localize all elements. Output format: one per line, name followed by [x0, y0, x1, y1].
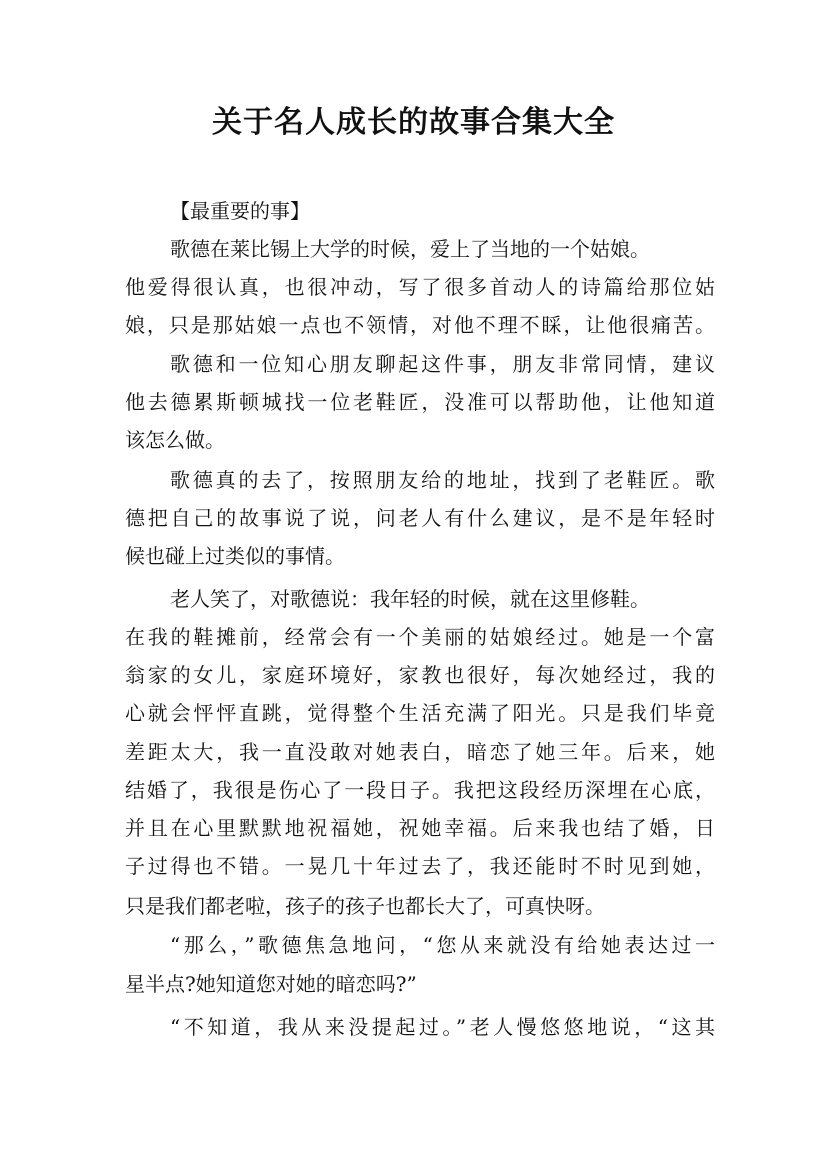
text-line: 结婚了，我很是伤心了一段日子。我把这段经历深埋在心底， [125, 778, 715, 802]
text-line: 并且在心里默默地祝福她，祝她幸福。后来我也结了婚，日 [125, 816, 715, 840]
text-line: 子过得也不错。一晃几十年过去了，我还能时不时见到她， [125, 854, 715, 878]
section-heading: 【最重要的事】 [170, 199, 310, 223]
text-line: 心就会怦怦直跳，觉得整个生活充满了阳光。只是我们毕竟 [125, 701, 715, 725]
text-line: 星半点?她知道您对她的暗恋吗?” [125, 972, 417, 996]
text-line: 翁家的女儿，家庭环境好，家教也很好，每次她经过，我的 [125, 663, 715, 687]
text-line: 他爱得很认真，也很冲动，写了很多首动人的诗篇给那位姑 [125, 275, 715, 299]
text-line: 歌德真的去了，按照朋友给的地址，找到了老鞋匠。歌 [170, 468, 715, 492]
text-line: “那么，”歌德焦急地问，“您从来就没有给她表达过一 [170, 933, 715, 957]
text-line: 娘，只是那姑娘一点也不领情，对他不理不睬，让他很痛苦。 [125, 313, 715, 337]
text-line: 候也碰上过类似的事情。 [125, 544, 345, 568]
text-line: 差距太大，我一直没敢对她表白，暗恋了她三年。后来，她 [125, 740, 715, 764]
text-line: 该怎么做。 [125, 428, 225, 452]
text-line: 他去德累斯顿城找一位老鞋匠，没准可以帮助他，让他知道 [125, 390, 715, 414]
document-title: 关于名人成长的故事合集大全 [212, 105, 615, 140]
text-line: 老人笑了，对歌德说：我年轻的时候，就在这里修鞋。 [170, 587, 650, 611]
text-line: 歌德和一位知心朋友聊起这件事，朋友非常同情，建议 [170, 352, 715, 376]
text-line: 德把自己的故事说了说，问老人有什么建议，是不是年轻时 [125, 506, 715, 530]
text-line: 只是我们都老啦，孩子的孩子也都长大了，可真快呀。 [125, 894, 605, 918]
text-line: 歌德在莱比锡上大学的时候，爱上了当地的一个姑娘。 [170, 237, 650, 261]
text-line: 在我的鞋摊前，经常会有一个美丽的姑娘经过。她是一个富 [125, 625, 715, 649]
text-line: “不知道，我从来没提起过。”老人慢悠悠地说，“这其 [170, 1015, 715, 1039]
